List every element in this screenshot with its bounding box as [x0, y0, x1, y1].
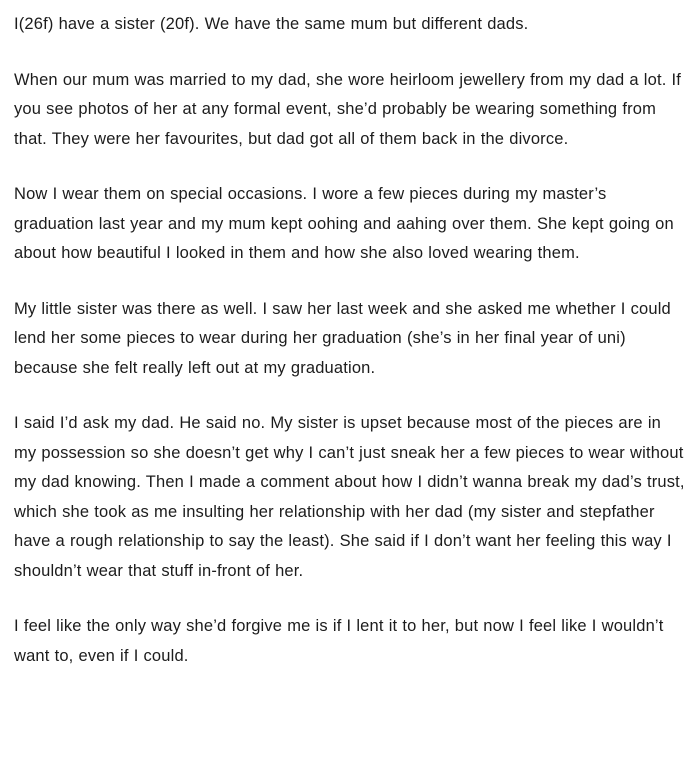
paragraph: I feel like the only way she’d forgive me is if I lent it to her, but now I feel like I wouldn’t want to, even if I could.	[14, 617, 664, 665]
paragraph: I said I’d ask my dad. He said no. My sister is upset because most of the pieces are in my possession so she doesn’t get why I can’t just sneak her a few pieces to wear without my dad knowing. Then I made a comment about how I didn’t wanna break my dad’s trust, which she took as me insulting her relationship with her dad (my sister and stepfather have a rough relationship to say the least). She said if I don’t want her feeling this way I shouldn’t wear that stuff in-front of her.	[14, 414, 685, 580]
paragraph: Now I wear them on special occasions. I wore a few pieces during my master’s graduation last year and my mum kept oohing and aahing over them. She kept going on about how beautiful I looked in them and how she also loved wearing them.	[14, 185, 674, 262]
paragraph: My little sister was there as well. I saw her last week and she asked me whether I could lend her some pieces to wear during her graduation (she’s in her final year of uni) because she felt really left out at my graduation.	[14, 299, 671, 377]
paragraph: When our mum was married to my dad, she wore heirloom jewellery from my dad a lot. If you see photos of her at any formal event, she’d probably be wearing something from that. They were her favourites, but dad got all of them back in the divorce.	[14, 70, 682, 148]
paragraph: I(26f) have a sister (20f). We have the same mum but different dads.	[14, 15, 529, 33]
